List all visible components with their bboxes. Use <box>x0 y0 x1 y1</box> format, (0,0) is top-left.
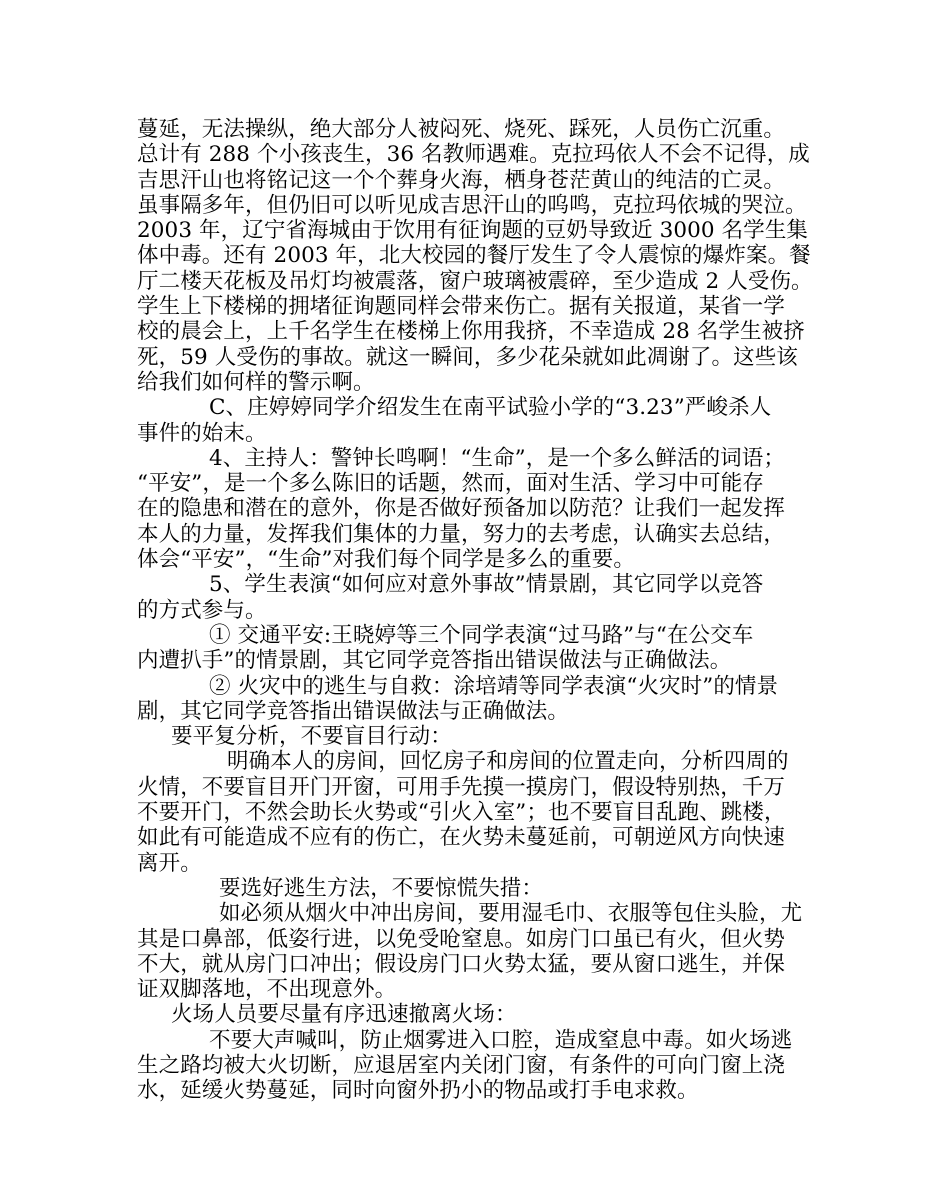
item-2-heading: ② 火灾中的逃生与自救：涂培靖等同学表演“火灾时”的情景 <box>209 673 779 699</box>
body-line: 如必须从烟火中冲出房间，要用湿毛巾、衣服等包住头脸，尤 <box>219 901 803 927</box>
body-line: 不要开门，不然会助长火势或“引火入室”；也不要盲目乱跑、跳楼， <box>137 800 786 826</box>
body-line: 剧，其它同学竞答指出错误做法与正确做法。 <box>137 698 570 724</box>
body-line: 生之路均被大火切断，应退居室内关闭门窗，有条件的可向门窗上浇 <box>137 1052 786 1078</box>
body-line: 不大，就从房门口冲出；假设房门口火势太猛，要从窗口逃生，并保 <box>137 951 786 977</box>
body-line: 吉思汗山也将铭记这一个个葬身火海，栖身苍茫黄山的纯洁的亡灵。 <box>137 167 786 193</box>
body-line: 2003 年，辽宁省海城由于饮用有征询题的豆奶导致近 3000 名学生集 <box>137 218 809 244</box>
body-line: “平安”，是一个多么陈旧的话题，然而，面对生活、学习中可能存 <box>137 471 764 497</box>
body-line: 校的晨会上，上千名学生在楼梯上你用我挤，不幸造成 28 名学生被挤 <box>137 319 805 345</box>
body-line: 在的隐患和潜在的意外，你是否做好预备加以防范？让我们一起发挥 <box>137 496 786 522</box>
body-line: 本人的力量，发挥我们集体的力量，努力的去考虑，认确实去总结， <box>137 521 786 547</box>
body-line: 虽事隔多年，但仍旧可以听见成吉思汗山的呜鸣，克拉玛依城的哭泣。 <box>137 192 807 218</box>
body-line: 体会“平安”，“生命”对我们每个同学是多么的重要。 <box>137 547 635 573</box>
body-line: 水，延缓火势蔓延，同时向窗外扔小的物品或打手电求救。 <box>137 1078 699 1104</box>
section-5-heading: 5、学生表演“如何应对意外事故”情景剧，其它同学以竞答 <box>209 572 764 598</box>
body-line: 体中毒。还有 2003 年，北大校园的餐厅发生了令人震惊的爆炸案。餐 <box>137 243 811 269</box>
body-line: 厅二楼天花板及吊灯均被震落，窗户玻璃被震碎，至少造成 2 人受伤。 <box>137 268 813 294</box>
body-line: 内遭扒手”的情景剧，其它同学竞答指出错误做法与正确做法。 <box>137 648 732 674</box>
section-c-heading: C、庄婷婷同学介绍发生在南平试验小学的“3.23”严峻杀人 <box>209 395 772 421</box>
body-line: 其是口鼻部，低姿行进，以免受呛窒息。如房门口虽已有火，但火势 <box>137 926 786 952</box>
body-line: 蔓延，无法操纵，绝大部分人被闷死、烧死、踩死，人员伤亡沉重。 <box>137 117 786 142</box>
body-line: 给我们如何样的警示啊。 <box>137 369 375 395</box>
item-1-heading: ① 交通平安:王晓婷等三个同学表演“过马路”与“在公交车 <box>209 622 754 648</box>
body-line: 总计有 288 个小孩丧生，36 名教师遇难。克拉玛依人不会不记得，成 <box>137 142 810 168</box>
body-line: 学生上下楼梯的拥堵征询题同样会带来伤亡。据有关报道，某省一学 <box>137 294 786 320</box>
body-line: 明确本人的房间，回忆房子和房间的位置走向，分析四周的 <box>227 749 789 775</box>
body-line: 如此有可能造成不应有的伤亡，在火势未蔓延前，可朝逆风方向快速 <box>137 825 786 851</box>
body-line: 事件的始末。 <box>137 420 267 446</box>
body-line: 离开。 <box>137 850 202 876</box>
subheading-orderly-evacuation: 火场人员要尽量有序迅速撤离火场： <box>171 1002 517 1028</box>
body-line: 证双脚落地，不出现意外。 <box>137 977 397 1003</box>
body-line: 不要大声喊叫，防止烟雾进入口腔，造成窒息中毒。如火场逃 <box>209 1027 793 1053</box>
body-line: 死，59 人受伤的事故。就这一瞬间，多少花朵就如此凋谢了。这些该 <box>137 344 798 370</box>
body-line: 火情，不要盲目开门开窗，可用手先摸一摸房门，假设特别热，千万 <box>137 774 786 800</box>
document-body <box>137 117 827 1104</box>
subheading-escape-method: 要选好逃生方法，不要惊慌失措： <box>219 875 544 901</box>
subheading-calm-analysis: 要平复分析，不要盲目行动： <box>171 724 452 750</box>
body-line: 的方式参与。 <box>137 597 267 623</box>
section-4-heading: 4、主持人：警钟长鸣啊！“生命”，是一个多么鲜活的词语； <box>209 445 785 471</box>
